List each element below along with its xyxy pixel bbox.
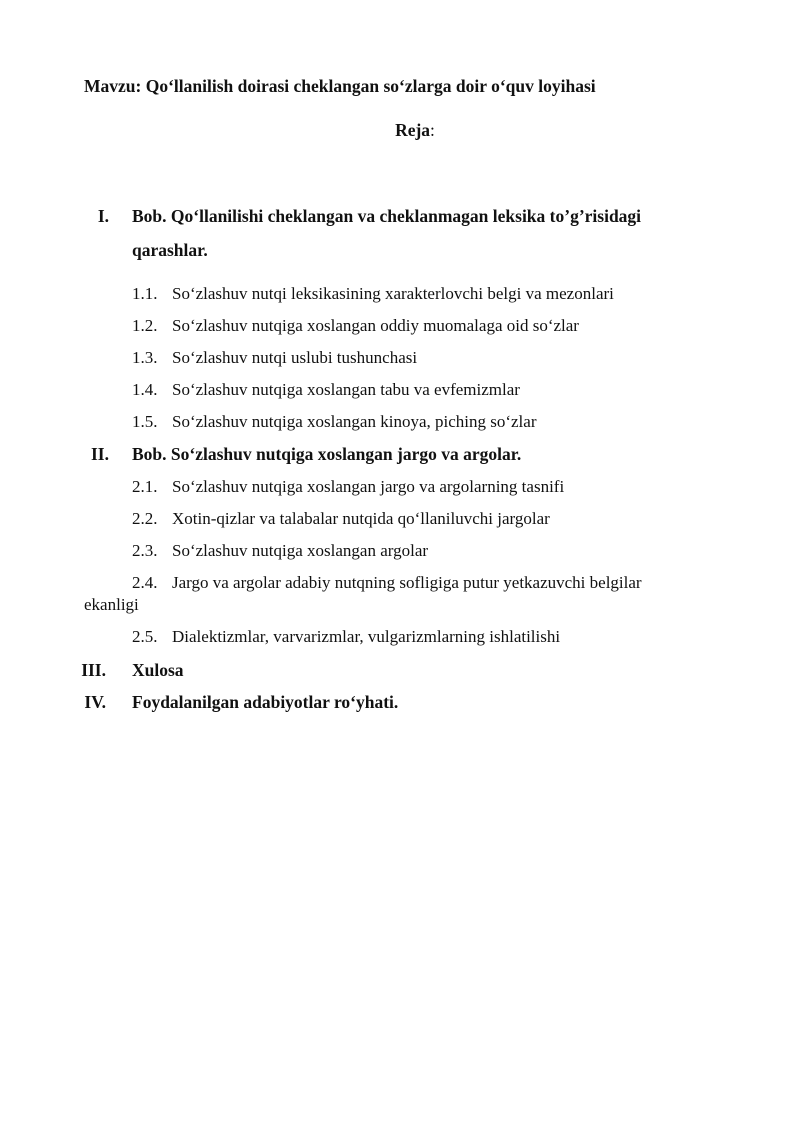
list-item [132, 348, 417, 368]
item-text: Xotin-qizlar va talabalar nutqida qo‘llaniluvchi jargolar [172, 509, 550, 528]
item-number: 1.4. [132, 380, 158, 399]
item-number: 2.4. [132, 573, 158, 592]
list-item [132, 380, 520, 400]
item-text: Jargo va argolar adabiy nutqning sofligiga putur yetkazuvchi belgilar [172, 573, 642, 592]
list-item [132, 627, 560, 647]
item-text: So‘zlashuv nutqiga xoslangan tabu va evfemizmlar [172, 380, 520, 399]
item-number: 2.5. [132, 627, 158, 646]
chapter-number: IV. [84, 692, 106, 712]
chapter-title: Foydalanilgan adabiyotlar ro‘yhati. [132, 692, 399, 712]
chapter-title: Xulosa [132, 660, 184, 680]
list-item-continuation: ekanligi [84, 595, 139, 614]
chapter-title: Bob. So‘zlashuv nutqiga xoslangan jargo va argolar. [132, 444, 522, 464]
list-item [132, 541, 428, 561]
item-text: So‘zlashuv nutqiga xoslangan oddiy muomalaga oid so‘zlar [172, 316, 579, 335]
plan-heading [0, 120, 800, 141]
chapter-number: III. [81, 660, 106, 680]
document-title: Mavzu: Qo‘llanilish doirasi cheklangan so‘zlarga doir o‘quv loyihasi [84, 76, 596, 96]
item-text: Dialektizmlar, varvarizmlar, vulgarizmlarning ishlatilishi [172, 627, 561, 646]
chapter-title: Bob. Qo‘llanilishi cheklangan va cheklanmagan leksika to’g’risidagi [132, 206, 642, 226]
item-number: 2.1. [132, 477, 158, 496]
item-number: 2.3. [132, 541, 158, 560]
item-number: 2.2. [132, 509, 158, 528]
item-text: So‘zlashuv nutqiga xoslangan argolar [172, 541, 429, 560]
plan-label: Reja [395, 120, 431, 140]
item-number: 1.2. [132, 316, 158, 335]
item-text: So‘zlashuv nutqi leksikasining xarakterlovchi belgi va mezonlari [172, 284, 614, 303]
list-item [132, 316, 579, 336]
list-item [132, 412, 536, 432]
list-item [132, 573, 642, 593]
plan-colon: : [430, 120, 435, 140]
chapter-number: I. [97, 206, 109, 226]
list-item [132, 477, 564, 497]
item-text: So‘zlashuv nutqi uslubi tushunchasi [172, 348, 418, 367]
item-number: 1.3. [132, 348, 158, 367]
chapter-number: II. [91, 444, 109, 464]
chapter-title-cont: qarashlar. [132, 240, 208, 260]
list-item [132, 509, 550, 529]
item-number: 1.5. [132, 412, 158, 431]
item-text: So‘zlashuv nutqiga xoslangan kinoya, piching so‘zlar [172, 412, 537, 431]
item-text: So‘zlashuv nutqiga xoslangan jargo va argolarning tasnifi [172, 477, 565, 496]
list-item [132, 284, 614, 304]
item-number: 1.1. [132, 284, 158, 303]
